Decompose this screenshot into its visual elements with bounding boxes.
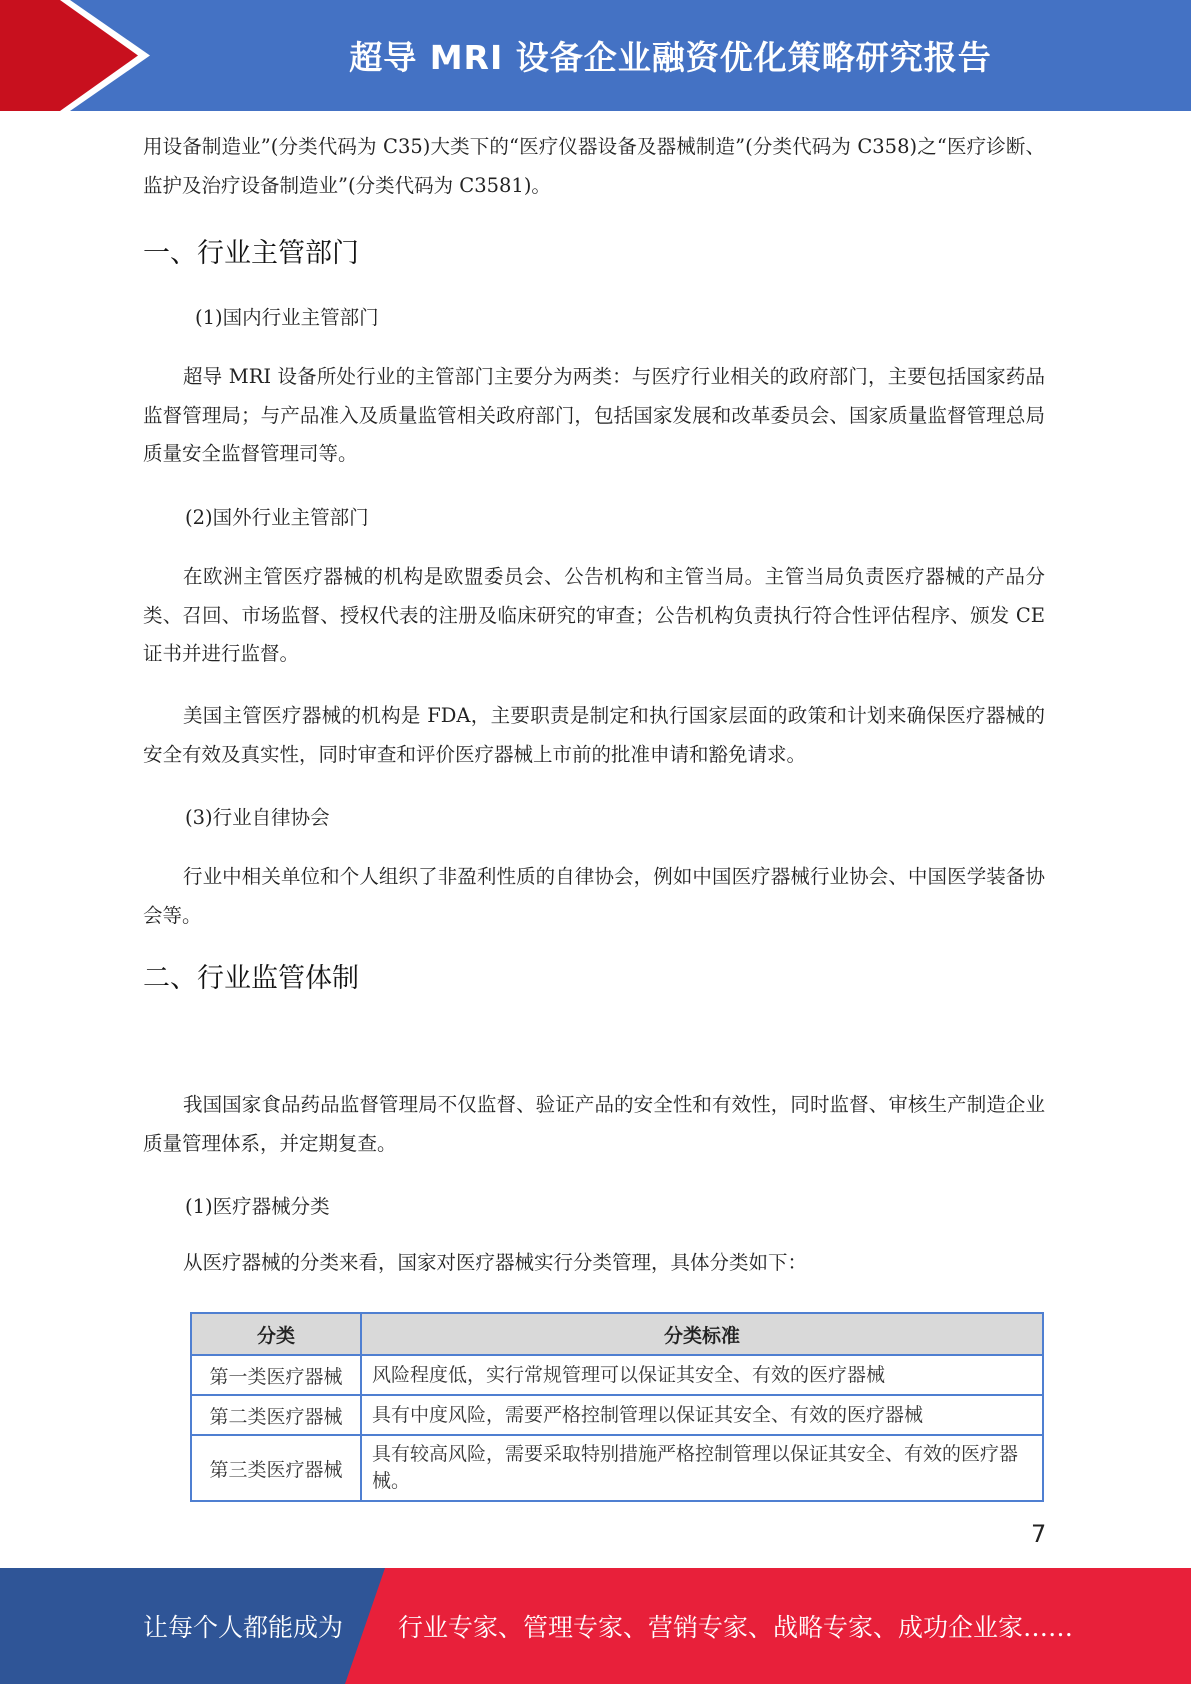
device-classification-table: [190, 1312, 1044, 1502]
paragraph-association: 行业中相关单位和个人组织了非盈利性质的自律协会，例如中国医疗器械行业协会、中国医学装备协会等。: [143, 865, 1045, 927]
paragraph-europe: 在欧洲主管医疗器械的机构是欧盟委员会、公告机构和主管当局。主管当局负责医疗器械的产品分类、召回、市场监督、授权代表的注册及临床研究的审查；公告机构负责执行符合性评估程序、颁发 CE 证书并进行监督。: [143, 565, 1045, 665]
table-cell-standard: 具有较高风险，需要采取特别措施严格控制管理以保证其安全、有效的医疗器械。: [361, 1435, 1043, 1501]
table-row: [191, 1435, 1043, 1501]
paragraph-classification-intro: 从医疗器械的分类来看，国家对医疗器械实行分类管理，具体分类如下：: [183, 1251, 808, 1274]
table-cell-category: 第三类医疗器械: [191, 1435, 361, 1501]
report-title: 超导 MRI 设备企业融资优化策略研究报告: [349, 38, 992, 77]
paragraph-regulation: 我国国家食品药品监督管理局不仅监督、验证产品的安全性和有效性，同时监督、审核生产制造企业质量管理体系，并定期复查。: [143, 1093, 1045, 1155]
table-row: [191, 1395, 1043, 1435]
table-row: [191, 1355, 1043, 1395]
section-heading-1: 一、行业主管部门: [143, 238, 359, 269]
page-number: 7: [1031, 1520, 1047, 1548]
section-heading-2: 二、行业监管体制: [143, 963, 359, 994]
table-header-cell: 分类: [191, 1313, 361, 1355]
paragraph-domestic-authority: 超导 MRI 设备所处行业的主管部门主要分为两类：与医疗行业相关的政府部门，主要包括国家药品监督管理局；与产品准入及质量监管相关政府部门，包括国家发展和改革委员会、国家质量监督管理总局质量安全监督管理司等。: [143, 365, 1045, 465]
page-footer: [0, 1568, 1191, 1684]
table-cell-category: 第一类医疗器械: [191, 1355, 361, 1395]
paragraph-usa: 美国主管医疗器械的机构是 FDA，主要职责是制定和执行国家层面的政策和计划来确保医疗器械的安全有效及真实性，同时审查和评价医疗器械上市前的批准申请和豁免请求。: [143, 704, 1045, 766]
header-arrow-decoration: [0, 0, 170, 111]
footer-slogan-left: 让每个人都能成为: [143, 1613, 344, 1642]
table-cell-category: 第二类医疗器械: [191, 1395, 361, 1435]
subheading-domestic: (1)国内行业主管部门: [195, 306, 379, 329]
page-header: [0, 0, 1191, 111]
table-cell-standard: 风险程度低，实行常规管理可以保证其安全、有效的医疗器械: [361, 1355, 1043, 1395]
table-cell-standard: 具有中度风险，需要严格控制管理以保证其安全、有效的医疗器械: [361, 1395, 1043, 1435]
table-header-row: [191, 1313, 1043, 1355]
subheading-foreign: (2)国外行业主管部门: [185, 506, 369, 529]
table-header-cell: 分类标准: [361, 1313, 1043, 1355]
subheading-classification: (1)医疗器械分类: [185, 1195, 330, 1218]
footer-slogan-right: 行业专家、管理专家、营销专家、战略专家、成功企业家……: [398, 1613, 1074, 1642]
subheading-association: (3)行业自律协会: [185, 806, 330, 829]
intro-paragraph: 用设备制造业”(分类代码为 C35)大类下的“医疗仪器设备及器械制造”(分类代码为 C358)之“医疗诊断、监护及治疗设备制造业”(分类代码为 C3581)。: [143, 135, 1045, 197]
